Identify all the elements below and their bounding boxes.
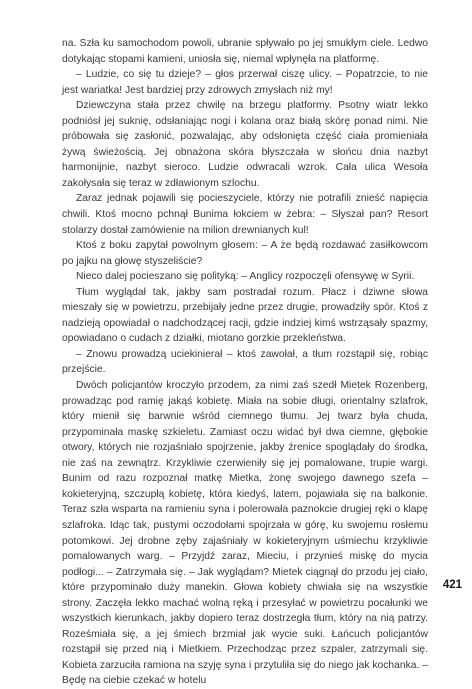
paragraph-3: Dziewczyna stała przez chwilę na brzegu platformy. Psotny wiatr lekko podniósł jej suknię, odsłaniając nogi i kolana oraz białą skórę ponad nimi. Nie próbowała się zasłonić, pozwalając, aby odsłonięta część ciała promieniała żywą świeżością. Jej obnażona skóra błyszczała w słońcu dnia nazbyt harmonijnie, nazbyt sieroco. Ludzie odwracali wzrok. Cała ulica Wesoła zakołysała się teraz w zdławionym szlochu. — [62, 100, 428, 189]
paragraph-9: Dwóch policjantów kroczyło przodem, za nimi zaś szedł Mietek Rozenberg, prowadząc pod ramię jakąś kobietę. Miała na sobie długi, orientalny szlafrok, który mienił się barwnie wśród ciemnego tłumu. Jej twarz była chuda, przypominała maskę szkieletu. Zamiast oczu widać był dwa ciemne, głębokie otwory, których nie rozjaśniało spojrzenie, jakby źrenice spoglądały do środka, nie zaś na zewnątrz. Krzykliwie czerwieniły się jej pomalowane, trupie wargi. Bunim od razu rozpoznał matkę Mietka, żonę swojego dawnego szefa – kokieteryjną, szczupłą kobietę, która kiedyś, latem, pojawiała się na balkonie. Teraz szła wsparta na ramieniu syna i polerowała paznokcie drugiej ręki o klapę szlafroka. Idąc tak, pustymi oczodołami spojrzała w górę, ku swojemu rosłemu potomkowi. Jej drobne zęby zajaśniały w kokieteryjnym uśmiechu krzykliwie pomalowanych warg. – Przyjdź zaraz, Mieciu, i przynieś miskę do mycia podłogi... – Zatrzymała się. – Jak wyglądam? Mietek ciągnął do przodu jej ciało, które przypominało duży manekin. Głowa kobiety chwiała się na wszystkie strony. Zaczęła lekko machać wolną ręką i przesyłać w powietrzu pocałunki we wszystkich kierunkach, jakby dopiero teraz dostrzegła tłum, który na nią patrzy. Roześmiała się, a jej śmiech brzmiał jak wycie suki. Łańcuch policjantów rozstąpił się przed nią i Mietkiem. Przechodząc przez szpaler, zatrzymali się. Kobieta zarzuciła ramiona na szyję syna i przytuliła się do niego jak kochanka. – Będę na ciebie czekać w hotelu — [62, 380, 428, 687]
paragraph-6: Nieco dalej pocieszano się polityką: – Anglicy rozpoczęli ofensywę w Syrii. — [76, 271, 415, 283]
paragraph-5: Ktoś z boku zapytał powolnym głosem: – A że będą rozdawać zasiłkowcom po jajku na głowę styszeliście? — [62, 240, 428, 267]
paragraph-2: – Ludzie, co się tu dzieje? – głos przerwał ciszę ulicy. – Popatrzcie, to nie jest wariatka! Jest bardziej przy zdrowych zmysłach niż my! — [62, 69, 428, 96]
page-number: 421 — [442, 579, 462, 591]
body-text — [62, 36, 428, 689]
paragraph-1: na. Szła ku samochodom powoli, ubranie spływało po jej smukłym ciele. Ledwo dotykając stopami kamieni, uniosła się, niemal wpłynęła na platformę. — [62, 38, 428, 65]
paragraph-7: Tłum wyglądał tak, jakby sam postradał rozum. Płacz i dziwne słowa mieszały się w powietrzu, przebijały jedne przez drugie, prowadziły spór. Ktoś z nadzieją opowiadał o nadchodzącej racji, gdzie indziej kimś wstrząsały spazmy, opowiadano o cudach z działki, miotano gorzkie przekleństwa. — [62, 286, 428, 345]
paragraph-4: Zaraz jednak pojawili się pocieszyciele, którzy nie potrafili znieść napięcia chwili. Ktoś mocno pchnął Bunima łokciem w żebra: – Słyszał pan? Resort stolarzy dostał zamówienie na milion drewnianych kul! — [62, 193, 428, 236]
paragraph-8: – Znowu prowadzą uciekinierał – ktoś zawołał, a tłum rozstąpił się, robiąc przejście. — [62, 348, 428, 376]
